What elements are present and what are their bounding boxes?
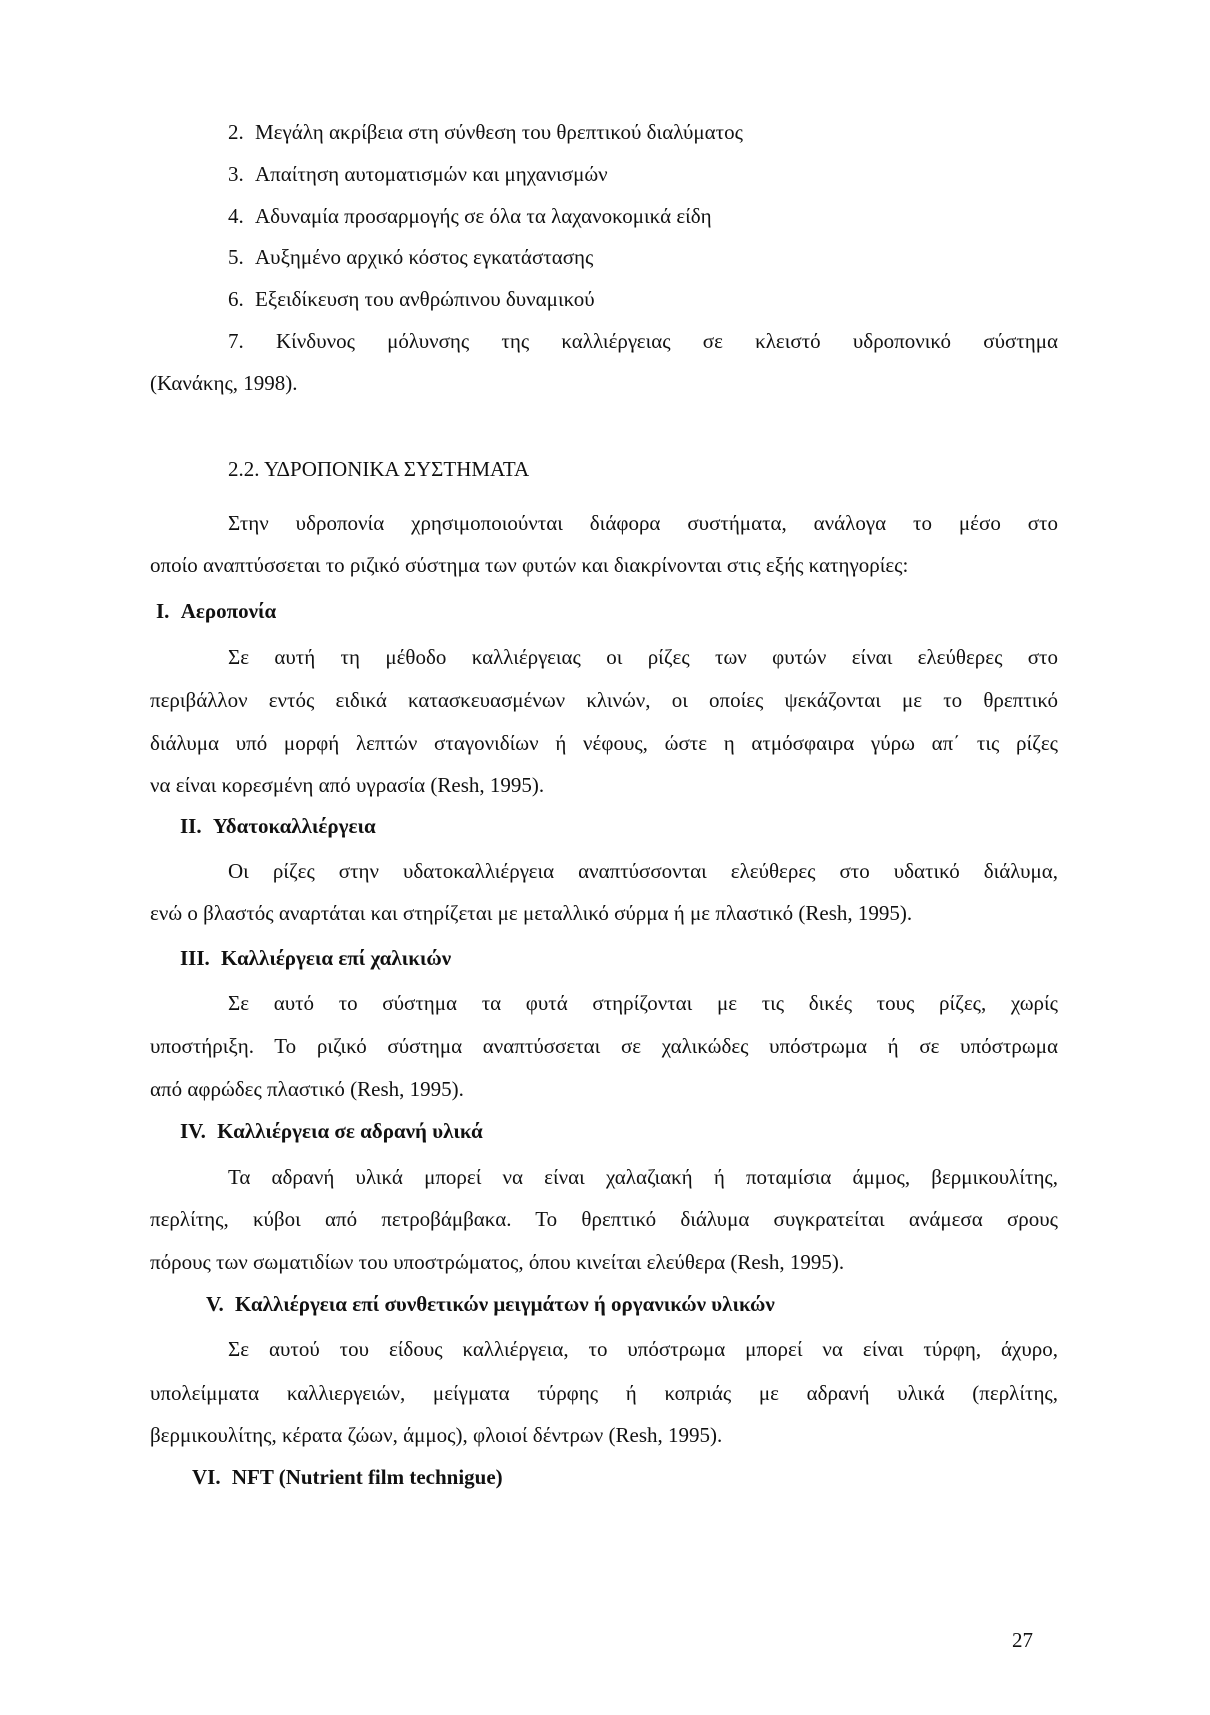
list-item-continuation: (Κανάκης, 1998). (150, 371, 298, 395)
paragraph-line: διάλυμα υπό μορφή λεπτών σταγονιδίων ή νέφους, ώστε η ατμόσφαιρα γύρω απ΄ τις ρίζες (150, 731, 1058, 755)
subsection-heading (206, 1291, 775, 1317)
subsection-number: V. (206, 1292, 224, 1316)
list-item-number: 2. (228, 120, 244, 144)
subsection-title: Υδατοκαλλιέργεια (212, 814, 376, 838)
paragraph-line: ενώ ο βλαστός αναρτάται και στηρίζεται με μεταλλικό σύρμα ή με πλαστικό (Resh, 1995). (150, 901, 913, 925)
paragraph-line: βερμικουλίτης, κέρατα ζώων, άμμος), φλοιοί δέντρων (Resh, 1995). (150, 1423, 723, 1447)
subsection-number: VI. (192, 1465, 221, 1489)
subsection-number: I. (156, 599, 170, 623)
paragraph-line: πόρους των σωματιδίων του υποστρώματος, όπου κινείται ελεύθερα (Resh, 1995). (150, 1250, 845, 1274)
subsection-title: Καλλιέργεια επί συνθετικών μειγμάτων ή οργανικών υλικών (234, 1292, 775, 1316)
list-item-text: Απαίτηση αυτοματισμών και μηχανισμών (255, 162, 608, 186)
list-item (228, 203, 712, 229)
paragraph-line: από αφρώδες πλαστικό (Resh, 1995). (150, 1077, 464, 1101)
paragraph-line: να είναι κορεσμένη από υγρασία (Resh, 1995). (150, 773, 545, 797)
paragraph-line: υποστήριξη. Το ριζικό σύστημα αναπτύσσεται σε χαλικώδες υπόστρωμα ή σε υπόστρωμα (150, 1034, 1058, 1058)
list-item-text: Εξειδίκευση του ανθρώπινου δυναμικού (255, 287, 595, 311)
paragraph-line: Τα αδρανή υλικά μπορεί να είναι χαλαζιακή ή ποταμίσια άμμος, βερμικουλίτης, (228, 1165, 1058, 1189)
page-number: 27 (1012, 1628, 1033, 1652)
subsection-heading (156, 598, 276, 624)
list-item (228, 286, 595, 312)
paragraph-line: Σε αυτή τη μέθοδο καλλιέργειας οι ρίζες των φυτών είναι ελεύθερες στο (228, 645, 1058, 669)
subsection-title: Καλλιέργεια σε αδρανή υλικά (217, 1119, 483, 1143)
subsection-number: II. (180, 814, 202, 838)
paragraph-line: Σε αυτού του είδους καλλιέργεια, το υπόστρωμα μπορεί να είναι τύρφη, άχυρο, (228, 1337, 1058, 1361)
subsection-number: IV. (180, 1119, 206, 1143)
paragraph-line: Σε αυτό το σύστημα τα φυτά στηρίζονται με τις δικές τους ρίζες, χωρίς (228, 991, 1058, 1015)
list-item-number: 6. (228, 287, 244, 311)
paragraph-line: οποίο αναπτύσσεται το ριζικό σύστημα των φυτών και διακρίνονται στις εξής κατηγορίες: (150, 553, 909, 577)
subsection-number: III. (180, 946, 210, 970)
subsection-heading (192, 1464, 503, 1490)
paragraph-line: Οι ρίζες στην υδατοκαλλιέργεια αναπτύσσονται ελεύθερες στο υδατικό διάλυμα, (228, 859, 1058, 883)
list-item-number: 7. (228, 329, 244, 353)
subsection-heading (180, 945, 451, 971)
list-item-text: Κίνδυνος μόλυνσης της καλλιέργειας σε κλειστό υδροπονικό σύστημα (275, 329, 1058, 353)
subsection-heading (180, 1118, 483, 1144)
list-item (228, 161, 608, 187)
subsection-title: NFT (Nutrient film technigue) (231, 1465, 503, 1489)
list-item-number: 4. (228, 204, 244, 228)
list-item-number: 3. (228, 162, 244, 186)
list-item-text: Αυξημένο αρχικό κόστος εγκατάστασης (255, 245, 594, 269)
list-item-text: Αδυναμία προσαρμογής σε όλα τα λαχανοκομικά είδη (255, 204, 712, 228)
list-item (228, 328, 1058, 354)
section-heading: 2.2. ΥΔΡΟΠΟΝΙΚΑ ΣΥΣΤΗΜΑΤΑ (228, 457, 530, 481)
subsection-title: Καλλιέργεια επί χαλικιών (221, 946, 452, 970)
paragraph-line: περιβάλλον εντός ειδικά κατασκευασμένων κλινών, οι οποίες ψεκάζονται με το θρεπτικό (150, 688, 1058, 712)
paragraph-line: υπολείμματα καλλιεργειών, μείγματα τύρφης ή κοπριάς με αδρανή υλικά (περλίτης, (150, 1381, 1058, 1405)
subsection-title: Αεροπονία (180, 599, 277, 623)
paragraph-line: Στην υδροπονία χρησιμοποιούνται διάφορα συστήματα, ανάλογα το μέσο στο (228, 511, 1058, 535)
list-item-number: 5. (228, 245, 244, 269)
list-item (228, 119, 743, 145)
list-item-text: Μεγάλη ακρίβεια στη σύνθεση του θρεπτικού διαλύματος (255, 120, 743, 144)
list-item (228, 244, 593, 270)
paragraph-line: περλίτης, κύβοι από πετροβάμβακα. Το θρεπτικό διάλυμα συγκρατείται ανάμεσα σρους (150, 1207, 1058, 1231)
subsection-heading (180, 813, 376, 839)
